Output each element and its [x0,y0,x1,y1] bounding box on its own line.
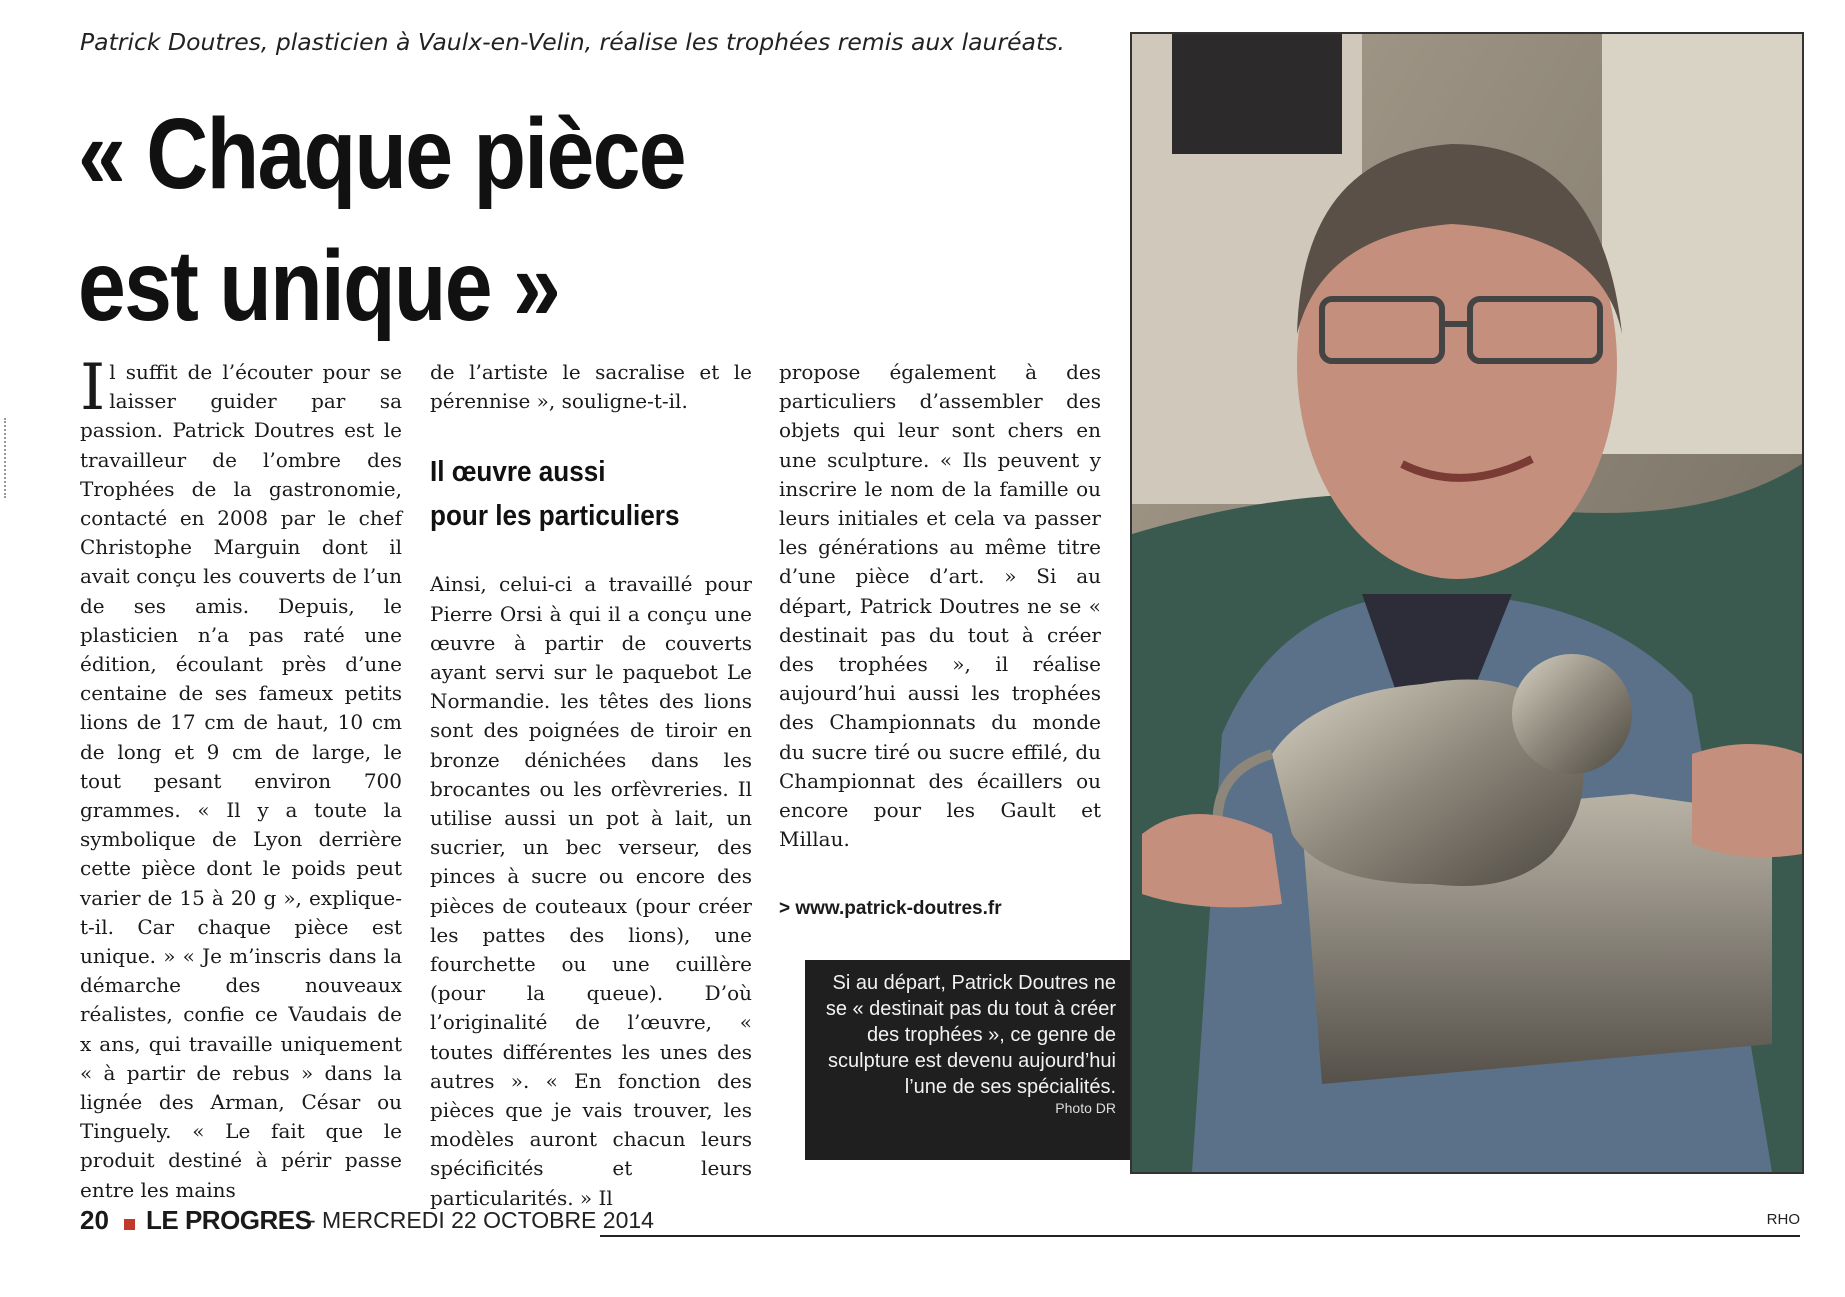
caption-text: Si au départ, Patrick Doutres ne se « destinait pas du tout à créer des trophées », ce genre de sculpture est devenu aujourd’hui l’une de ses spécialités. [825,972,1116,1098]
headline-line-2: est unique » [78,230,560,342]
issue-date: - MERCREDI 22 OCTOBRE 2014 [308,1207,654,1233]
page-footer [80,1205,1800,1239]
column-2-body: Ainsi, celui-ci a travaillé pour Pierre Orsi à qui il a conçu une œuvre à partir de couverts ayant servi sur le paquebot Le Normandie. les têtes des lions sont des poignées de tiroir en bronze dénichées dans les brocantes ou les orfèvreries. Il utilise aussi un pot à lait, un sucrier, un bec verseur, des pinces à sucre ou encore des pièces de couteaux (pour créer les pattes des lions), une fourchette ou une cuillère (pour la queue). D’où l’originalité de l’œuvre, « toutes différentes les unes des autres ». « En fonction des pièces que je vais trouver, les modèles auront chacun leurs spécificités et leurs particularités. » Il [430,572,752,1210]
square-bullet-icon [124,1219,135,1230]
footer-rule [600,1235,1800,1237]
photo-caption [805,960,1130,1160]
column-2-intro: de l’artiste le sacralise et le pérennise », souligne-t-il. [430,360,752,414]
drop-cap: I [80,351,106,425]
subhead [430,450,720,538]
column-1-text: l suffit de l’écouter pour se laisser guider par sa passion. Patrick Doutres est le travailleur de l’ombre des Trophées de la gastronomie, contacté en 2008 par le chef Christophe Marguin dont il avait conçu les couverts de l’un de ses amis. Depuis, le plasticien n’a pas raté une édition, écoulant près d’une centaine de ses fameux petits lions de 17 cm de haut, 10 cm de long et 9 cm de large, le tout pesant environ 700 grammes. « Il y a toute la symbolique de Lyon derrière cette pièce dont le poids peut varier de 15 à 20 g », explique-t-il. Car chaque pièce est unique. » « Je m’inscris dans la démarche des nouveaux réalistes, confie ce Vaudais de x ans, qui travaille uniquement « à partir de rebus » dans la lignée des Arman, César ou Tinguely. « Le fait que le produit destiné à périr passe entre les mains [80,360,402,1202]
portrait-photo [1130,32,1804,1174]
article-column-3 [779,358,1101,924]
article-column-2 [430,358,752,1213]
newspaper-name: LE PROGRES [146,1205,312,1235]
margin-scan-marks [4,418,16,498]
kicker-line: Patrick Doutres, plasticien à Vaulx-en-Velin, réalise les trophées remis aux lauréats. [80,28,1065,56]
headline [78,88,783,352]
region-code: RHO [1766,1211,1800,1228]
headline-line-1: « Chaque pièce [78,98,685,210]
column-3-text: propose également à des particuliers d’assembler des objets qui leur sont chers en une sculpture. « Ils peuvent y inscrire le nom de la famille ou leurs initiales et cela va passer les générations au même titre d’une pièce d’art. » Si au départ, Patrick Doutres ne se « destinait pas du tout à créer des trophées », il réalise aujourd’hui aussi les trophées des Championnats du monde du sucre tiré ou sucre effilé, du Championnat des écaillers ou encore pour les Gault et Millau. [779,360,1101,852]
portrait-illustration [1132,34,1802,1172]
subhead-line-2: pour les particuliers [430,500,680,533]
article-column-1 [80,351,402,1205]
photo-credit: Photo DR [1055,1100,1116,1116]
website-link[interactable]: > www.patrick-doutres.fr [779,898,1002,920]
page-number: 20 [80,1205,109,1235]
subhead-line-1: Il œuvre aussi [430,456,606,489]
